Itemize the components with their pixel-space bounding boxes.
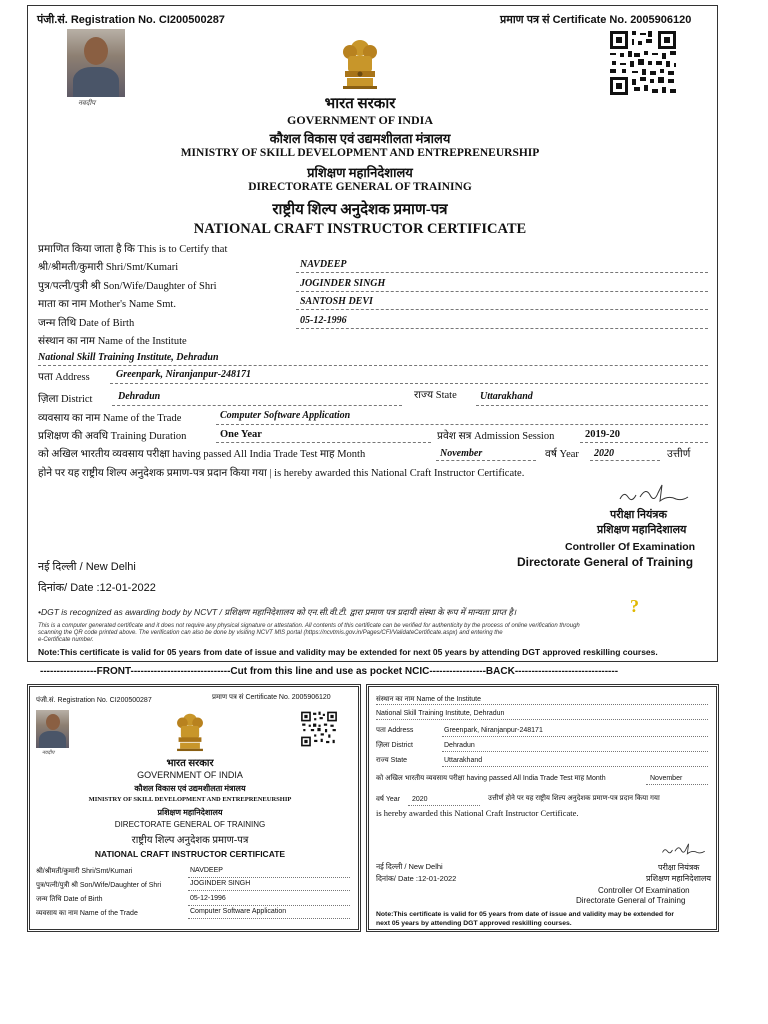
ministry-hindi: कौशल विकास एवं उद्यमशीलता मंत्रालय bbox=[269, 131, 451, 146]
passed-label: को अखिल भारतीय व्यवसाय परीक्षा having passed All India Trade Test माह Month bbox=[38, 449, 366, 460]
uttirn-label: उत्तीर्ण bbox=[667, 449, 691, 460]
back-address-value: Greenpark, Niranjanpur-248171 bbox=[444, 727, 543, 734]
pocket-photo-signature: नवदीप bbox=[42, 751, 55, 756]
back-validity-note-1: Note:This certificate is valid for 05 years from date of issue and validity may be extended for bbox=[376, 911, 675, 918]
district-value: Dehradun bbox=[118, 391, 161, 402]
awarded-text: होने पर यह राष्ट्रीय शिल्प अनुदेशक प्रमाण-पत्र प्रदान किया गया | is hereby awarded this National Craft Instructor Certificate. bbox=[38, 468, 525, 479]
certificate-title-hindi: राष्ट्रीय शिल्प अनुदेशक प्रमाण-पत्र bbox=[272, 202, 448, 218]
question-mark-icon: ? bbox=[630, 596, 639, 616]
name-label: श्री/श्रीमती/कुमारी Shri/Smt/Kumari bbox=[38, 262, 179, 273]
back-awarded: is hereby awarded this National Craft Instructor Certificate. bbox=[376, 808, 579, 818]
pocket-trade-label: व्यवसाय का नाम Name of the Trade bbox=[36, 910, 138, 917]
certificate-title-english: NATIONAL CRAFT INSTRUCTOR CERTIFICATE bbox=[193, 221, 527, 237]
back-dgt-english: Directorate General of Training bbox=[576, 896, 686, 905]
pocket-father-value: JOGINDER SINGH bbox=[190, 880, 251, 887]
year-label: वर्ष Year bbox=[545, 449, 579, 460]
pocket-ministry-hindi: कौशल विकास एवं उद्यमशीलता मंत्रालय bbox=[134, 784, 246, 793]
pocket-cert-hindi: राष्ट्रीय शिल्प अनुदेशक प्रमाण-पत्र bbox=[131, 835, 249, 846]
mother-value: SANTOSH DEVI bbox=[300, 296, 373, 307]
session-label: प्रवेश सत्र Admission Session bbox=[437, 431, 555, 442]
back-month-value: November bbox=[650, 775, 683, 782]
back-address-label: पता Address bbox=[376, 727, 414, 734]
dgt-english: DIRECTORATE GENERAL OF TRAINING bbox=[248, 181, 472, 193]
dob-label: जन्म तिथि Date of Birth bbox=[38, 318, 135, 329]
pocket-name-value: NAVDEEP bbox=[190, 867, 223, 874]
generated-note-2: scanning the QR code printed above. The verification can also be done by visiting NCVT MIS portal (https://ncvtmis.gov.in/Pages/CFI/ValidateCertificate.aspx) and entering the bbox=[38, 630, 503, 636]
signature-icon bbox=[616, 483, 690, 507]
government-title: GOVERNMENT OF INDIA bbox=[286, 113, 433, 127]
generated-note-3: e-Certificate number. bbox=[38, 637, 94, 643]
back-state-label: राज्य State bbox=[376, 757, 408, 764]
ncvt-recognition: •DGT is recognized as awarding body by NCVT / प्रशिक्षण महानिदेशालय को एन.सी.वी.टी. द्वारा प्रमाण पत्र प्रदायी संस्था के रूप में मान्यता प्राप्त है। bbox=[38, 607, 517, 617]
pocket-cert-english: NATIONAL CRAFT INSTRUCTOR CERTIFICATE bbox=[94, 849, 286, 859]
place-new-delhi: नई दिल्ली / New Delhi bbox=[38, 561, 136, 573]
back-passed-label: को अखिल भारतीय व्यवसाय परीक्षा having passed All India Trade Test माह Month bbox=[376, 775, 606, 782]
back-place: नई दिल्ली / New Delhi bbox=[376, 862, 443, 871]
holder-photo bbox=[67, 29, 125, 97]
trade-label: व्यवसाय का नाम Name of the Trade bbox=[38, 413, 182, 424]
address-value: Greenpark, Niranjanpur-248171 bbox=[116, 369, 252, 380]
pocket-government: GOVERNMENT OF INDIA bbox=[137, 770, 243, 780]
pocket-name-label: श्री/श्रीमती/कुमारी Shri/Smt/Kumari bbox=[36, 868, 133, 875]
state-label: राज्य State bbox=[414, 390, 457, 401]
pocket-photo bbox=[36, 710, 69, 748]
cut-line: -----------------FRONT------------------------------Cut from this line and use as pocket NCIC-----------------BACK------------------------------- bbox=[40, 666, 619, 677]
certificate-number: प्रमाण पत्र सं Certificate No. 2005906120 bbox=[500, 14, 692, 26]
pocket-certificate-number: प्रमाण पत्र सं Certificate No. 2005906120 bbox=[212, 694, 331, 701]
pocket-dgt-hindi: प्रशिक्षण महानिदेशालय bbox=[157, 808, 223, 817]
generated-note-1: This is a computer generated certificate and it does not require any physical signature or attestation. All contents of this certificate can be verified for authenticity by the process of online verification through bbox=[38, 623, 580, 629]
pocket-dgt-english: DIRECTORATE GENERAL OF TRAINING bbox=[114, 820, 266, 829]
back-institute-value: National Skill Training Institute, Dehradun bbox=[376, 710, 505, 717]
dob-value: 05-12-1996 bbox=[300, 315, 347, 326]
back-year-label: वर्ष Year bbox=[376, 796, 401, 803]
back-validity-note-2: next 05 years by attending DGT approved reskilling courses. bbox=[376, 920, 572, 927]
controller-of-examination: Controller Of Examination bbox=[565, 541, 696, 553]
mother-label: माता का नाम Mother's Name Smt. bbox=[38, 299, 176, 310]
signature-dgt-hindi: प्रशिक्षण महानिदेशालय bbox=[597, 524, 687, 536]
back-date: दिनांक/ Date :12-01-2022 bbox=[376, 874, 457, 883]
pocket-ministry-english: MINISTRY OF SKILL DEVELOPMENT AND ENTREPRENEURSHIP bbox=[88, 796, 292, 803]
certify-label: प्रमाणित किया जाता है कि This is to Certify that bbox=[38, 244, 228, 255]
validity-note: Note:This certificate is valid for 05 years from date of issue and validity may be extended for next 05 years by attending DGT approved reskilling courses. bbox=[38, 647, 658, 657]
address-label: पता Address bbox=[38, 372, 90, 383]
duration-label: प्रशिक्षण की अवधि Training Duration bbox=[38, 431, 187, 442]
district-label: ज़िला District bbox=[38, 394, 93, 405]
back-signature-icon bbox=[660, 842, 706, 858]
pocket-dob-value: 05-12-1996 bbox=[190, 895, 226, 902]
month-value: November bbox=[440, 448, 483, 459]
pocket-qr-code-icon bbox=[300, 710, 338, 748]
back-state-value: Uttarakhand bbox=[444, 757, 483, 764]
back-uttirn-line: उत्तीर्ण होने पर यह राष्ट्रीय शिल्प अनुदेशक प्रमाण-पत्र प्रदान किया गया bbox=[488, 795, 660, 802]
dgt-hindi: प्रशिक्षण महानिदेशालय bbox=[307, 165, 413, 180]
issue-date: दिनांक/ Date :12-01-2022 bbox=[38, 582, 156, 594]
back-controller: Controller Of Examination bbox=[598, 886, 690, 895]
pocket-father-label: पुत्र/पत्नी/पुत्री श्री Son/Wife/Daughter of Shri bbox=[36, 882, 162, 889]
institute-value: National Skill Training Institute, Dehradun bbox=[38, 352, 219, 363]
back-pariksha-niyantrak: परीक्षा नियंत्रक bbox=[658, 863, 700, 872]
pocket-trade-value: Computer Software Application bbox=[190, 908, 287, 915]
father-label: पुत्र/पत्नी/पुत्री श्री Son/Wife/Daughter of Shri bbox=[38, 281, 217, 292]
pariksha-niyantrak: परीक्षा नियंत्रक bbox=[610, 509, 667, 521]
qr-code-icon bbox=[608, 29, 678, 97]
father-value: JOGINDER SINGH bbox=[300, 278, 386, 289]
registration-number: पंजी.सं. Registration No. CI200500287 bbox=[37, 14, 225, 26]
state-value: Uttarakhand bbox=[480, 391, 533, 402]
pocket-bharat-sarkar: भारत सरकार bbox=[166, 758, 214, 769]
back-district-value: Dehradun bbox=[444, 742, 475, 749]
national-emblem-icon bbox=[339, 38, 381, 90]
pocket-registration: पंजी.सं. Registration No. CI200500287 bbox=[36, 697, 152, 704]
back-year-value: 2020 bbox=[412, 796, 428, 803]
ministry-english: MINISTRY OF SKILL DEVELOPMENT AND ENTREPRENEURSHIP bbox=[180, 147, 540, 159]
back-dgt-hindi: प्रशिक्षण महानिदेशालय bbox=[646, 874, 712, 883]
back-district-label: ज़िला District bbox=[376, 742, 413, 749]
trade-value: Computer Software Application bbox=[220, 410, 351, 421]
pocket-emblem-icon bbox=[174, 710, 206, 754]
year-value: 2020 bbox=[594, 448, 614, 459]
signature-dgt-english: Directorate General of Training bbox=[517, 555, 694, 569]
pocket-dob-label: जन्म तिथि Date of Birth bbox=[36, 896, 103, 903]
photo-signature: नवदीप bbox=[78, 99, 96, 107]
session-value: 2019-20 bbox=[585, 429, 620, 440]
duration-value: One Year bbox=[220, 429, 262, 440]
institute-label: संस्थान का नाम Name of the Institute bbox=[38, 336, 187, 347]
name-value: NAVDEEP bbox=[300, 259, 347, 270]
bharat-sarkar-title: भारत सरकार bbox=[324, 96, 396, 112]
back-institute-label: संस्थान का नाम Name of the Institute bbox=[376, 696, 481, 703]
